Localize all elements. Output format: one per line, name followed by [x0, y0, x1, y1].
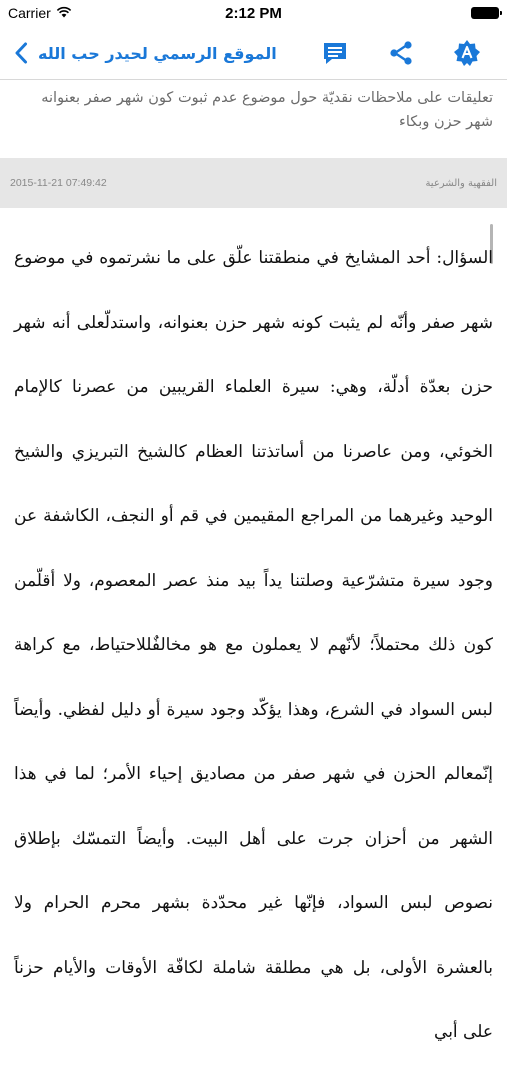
chevron-left-icon[interactable] [8, 38, 34, 68]
wifi-icon [56, 5, 72, 21]
article-body: السؤال: أحد المشايخ في منطقتنا علّق على ما نشرتموه في موضوع شهر صفر وأنّه لم يثبت كونه شهر حزن بعنوانه، واستدلّعلى أنه شهر حزن بعدّة أدلّة، وهي: سيرة العلماء القريبين من عصرنا كالإمام الخوئي، ومن عاصرنا من أساتذتنا العظام كالشيخ التبريزي والشيخ الوحيد وغيرهما من المراجع المقيمين في قم أو النجف، الكاشفة عن وجود سيرة متشرّعية وصلتنا يداً بيد منذ عصر المعصوم، ولا أقلّمن كون ذلك محتملاً؛ لأنّهم لا يعملون مع هو مخالفٌللاحتياط، مع كراهة لبس السواد في الشرع، وهذا يؤكّد وجود سيرة أو دليل لفظي. وأيضاً إنّمعالم الحزن في شهر صفر من مصاديق إحياء الأمر؛ لما في هذا الشهر من أحزان جرت على أهل البيت. وأيضاً التمسّك بإطلاق نصوص لبس السواد، فإنّها غير محدّدة بشهر محرم الحرام ولا بالعشرة الأولى، بل هي مطلقة شاملة لكافّة الأوقات والأيام حزناً على أبي [14, 248, 493, 1042]
status-time: 2:12 PM [225, 4, 282, 22]
article-title: تعليقات على ملاحظات نقديّة حول موضوع عدم ثبوت كون شهر صفر بعنوانه شهر حزن وبكاء [41, 90, 493, 130]
nav-bar [0, 26, 507, 80]
font-size-icon[interactable] [452, 38, 482, 68]
article-category[interactable]: الفقهية والشرعية [425, 177, 497, 189]
article-meta [0, 158, 507, 208]
carrier-label: Carrier [8, 5, 51, 21]
article-date: 2015-11-21 07:49:42 [10, 177, 107, 189]
status-bar [0, 0, 507, 26]
nav-title[interactable]: الموقع الرسمي لحيدر حب الله [38, 43, 277, 63]
share-icon[interactable] [386, 38, 416, 68]
status-left [8, 5, 72, 21]
article-content [14, 226, 493, 1042]
comment-icon[interactable] [320, 38, 350, 68]
battery-icon [471, 7, 499, 19]
